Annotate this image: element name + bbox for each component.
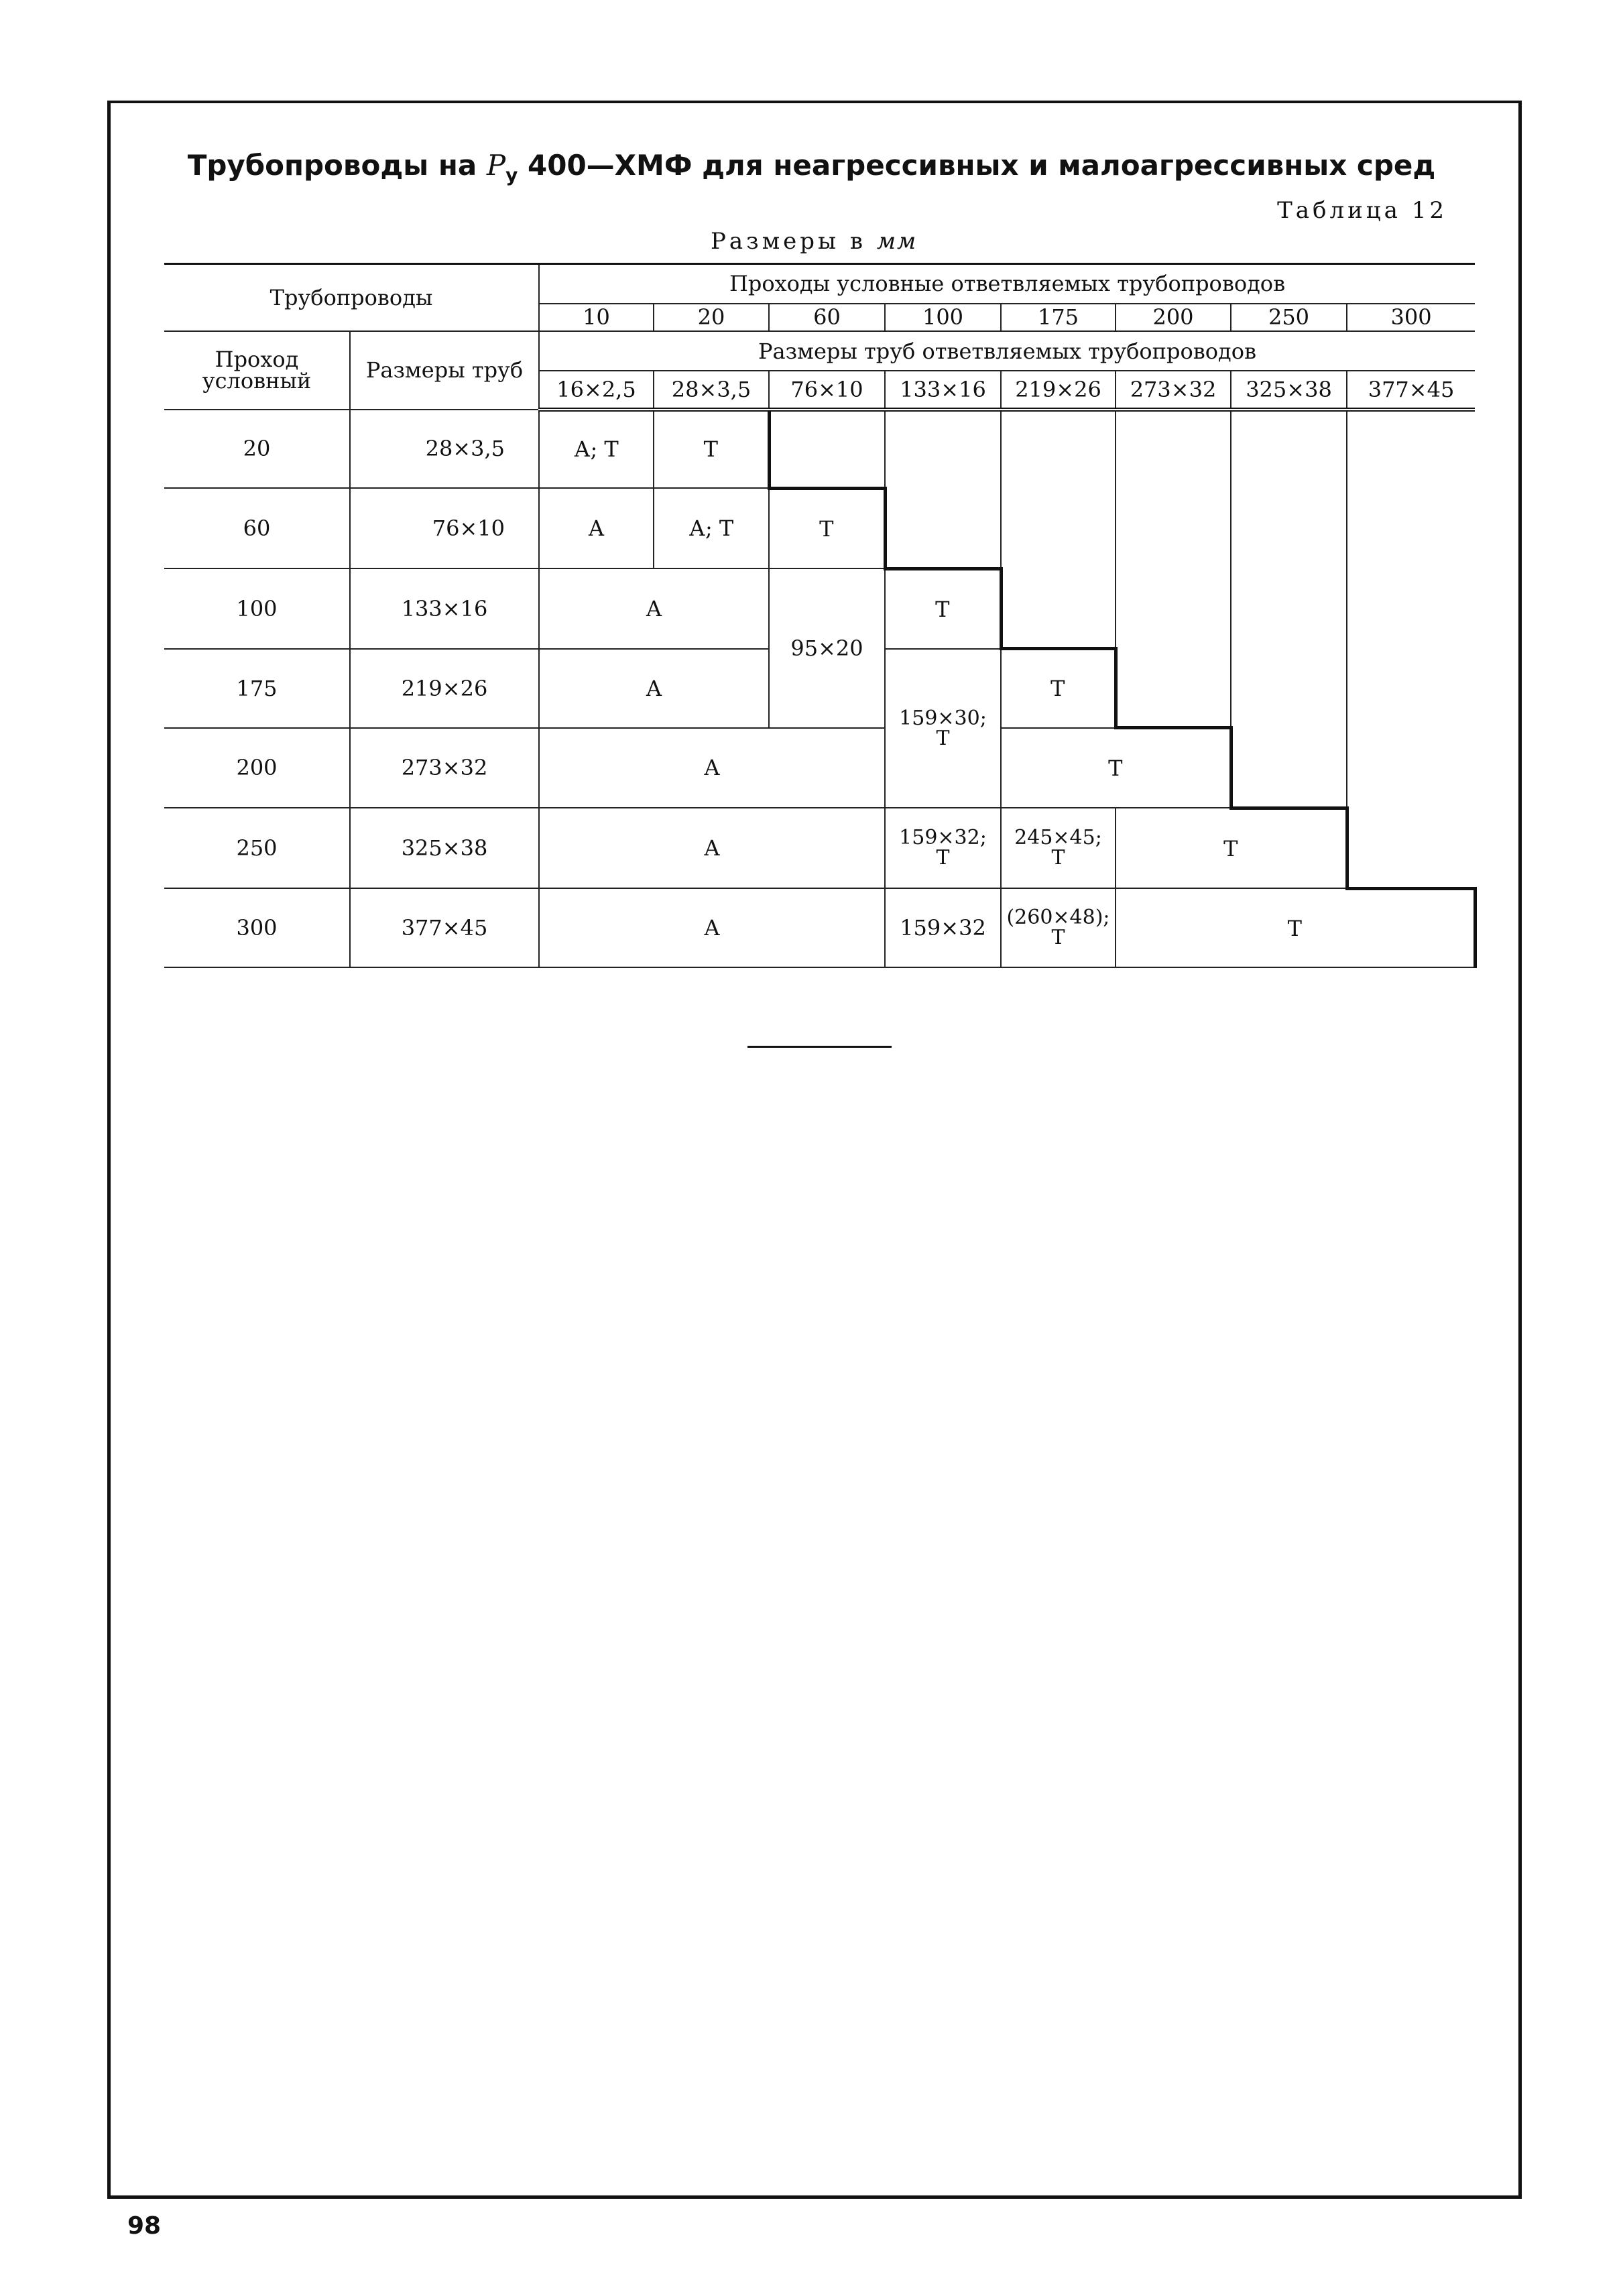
row-pass: 60: [164, 488, 350, 568]
cell: Т: [1116, 888, 1475, 967]
cell: 159×32; Т: [885, 808, 1001, 888]
pipeline-table: [164, 263, 1477, 968]
header-pipe-sizes: Размеры труб: [350, 331, 539, 410]
cell: 95×20: [769, 568, 885, 728]
branch-pass-10: 10: [539, 304, 654, 331]
cell-empty: [1001, 410, 1116, 649]
row-pass: 100: [164, 568, 350, 649]
branch-size-2: 28×3,5: [654, 371, 769, 409]
row-pass: 20: [164, 410, 350, 489]
table-row: [164, 410, 1475, 489]
header-branch-passes: Проходы условные ответвляемых трубопроводов: [539, 264, 1475, 304]
cell: А: [539, 728, 885, 808]
header-nominal-pass: Проход условный: [164, 331, 350, 410]
cell: Т: [1001, 649, 1116, 728]
branch-pass-175: 175: [1001, 304, 1116, 331]
branch-size-6: 273×32: [1116, 371, 1231, 409]
branch-pass-100: 100: [885, 304, 1001, 331]
row-size: 273×32: [350, 728, 539, 808]
row-pass: 250: [164, 808, 350, 888]
branch-pass-250: 250: [1231, 304, 1347, 331]
branch-size-3: 76×10: [769, 371, 885, 409]
header-pipelines: Трубопроводы: [164, 264, 539, 331]
cell: А: [539, 488, 654, 568]
cell: Т: [885, 568, 1001, 649]
row-pass: 300: [164, 888, 350, 967]
end-rule: [747, 1046, 892, 1048]
table-row: [164, 808, 1475, 888]
cell: А; Т: [539, 410, 654, 489]
cell-empty: [769, 410, 885, 489]
branch-size-8: 377×45: [1347, 371, 1475, 409]
cell: 159×32: [885, 888, 1001, 967]
branch-pass-60: 60: [769, 304, 885, 331]
cell-empty: [1347, 410, 1475, 889]
units-caption: Размеры в мм: [711, 228, 918, 255]
cell: (260×48); Т: [1001, 888, 1116, 967]
cell: А: [539, 888, 885, 967]
header-branch-sizes: Размеры труб ответвляемых трубопроводов: [539, 331, 1475, 371]
row-pass: 175: [164, 649, 350, 728]
cell: Т: [769, 488, 885, 568]
page-title: Трубопроводы на $P_у$ 400—ХМФ для неагрессивных и малоагрессивных сред: [187, 149, 1436, 186]
cell: Т: [654, 410, 769, 489]
row-size: 76×10: [350, 488, 539, 568]
cell: А: [539, 649, 769, 728]
cell: 159×30; Т: [885, 649, 1001, 808]
row-size: 28×3,5: [350, 410, 539, 489]
branch-size-1: 16×2,5: [539, 371, 654, 409]
table-row: [164, 888, 1475, 967]
cell-empty: [1116, 410, 1231, 728]
row-size: 325×38: [350, 808, 539, 888]
row-size: 219×26: [350, 649, 539, 728]
cell: А; Т: [654, 488, 769, 568]
branch-size-7: 325×38: [1231, 371, 1347, 409]
branch-size-5: 219×26: [1001, 371, 1116, 409]
branch-pass-20: 20: [654, 304, 769, 331]
cell-empty: [1231, 410, 1347, 808]
cell: 245×45; Т: [1001, 808, 1116, 888]
cell-empty: [885, 410, 1001, 569]
table-number: Таблица 12: [1277, 197, 1447, 224]
row-pass: 200: [164, 728, 350, 808]
row-size: 133×16: [350, 568, 539, 649]
cell: А: [539, 568, 769, 649]
branch-pass-300: 300: [1347, 304, 1475, 331]
row-size: 377×45: [350, 888, 539, 967]
cell: Т: [1001, 728, 1231, 808]
cell: Т: [1116, 808, 1347, 888]
page-number: 98: [127, 2212, 162, 2240]
branch-pass-200: 200: [1116, 304, 1231, 331]
branch-size-4: 133×16: [885, 371, 1001, 409]
cell: А: [539, 808, 885, 888]
